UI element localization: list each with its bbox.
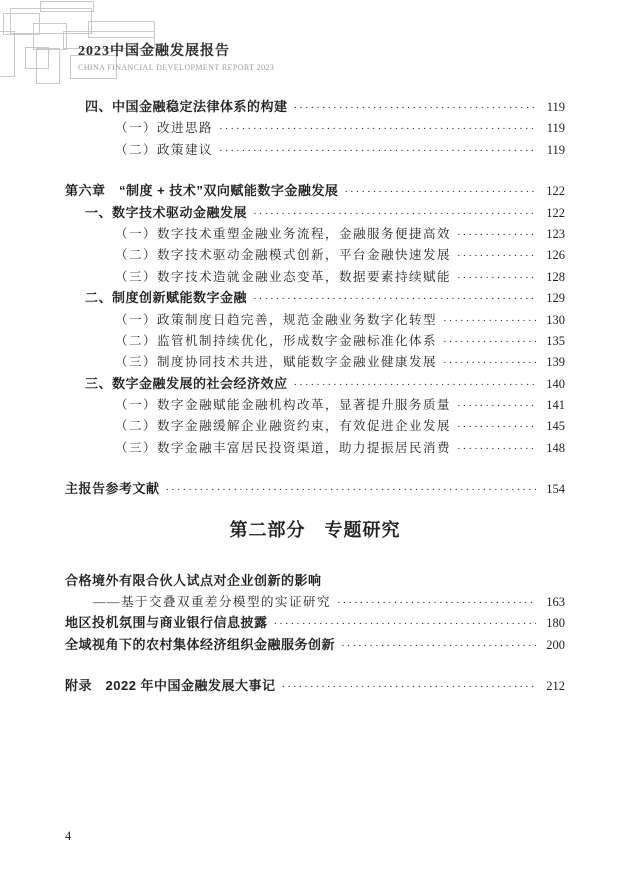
page-number: 4 (65, 829, 72, 843)
toc-entry-page: 128 (546, 269, 565, 284)
dot-leader (457, 266, 536, 287)
toc-entry-page: 119 (546, 121, 565, 136)
toc-entry (65, 394, 565, 415)
toc-entry-title: （三）数字技术造就金融业态变革，数据要素持续赋能 (115, 269, 452, 284)
toc-entry (65, 675, 565, 696)
toc-entry-title: 合格境外有限合伙人试点对企业创新的影响 (65, 572, 322, 588)
decor-rect (88, 21, 155, 38)
dot-leader (344, 180, 536, 201)
toc-entry (65, 612, 565, 633)
toc-entry-page: 212 (546, 679, 565, 694)
toc-entry-page: 154 (546, 482, 565, 497)
toc-entry (65, 180, 565, 201)
table-of-contents (65, 96, 565, 697)
dot-leader (443, 330, 536, 351)
toc-entry-title: 主报告参考文献 (65, 481, 160, 497)
toc-topics-section (65, 570, 565, 697)
toc-entry-title: （一）政策制度日趋完善，规范金融业务数字化转型 (115, 312, 438, 327)
toc-entry (65, 202, 565, 223)
toc-entry-page: 119 (546, 142, 565, 157)
toc-entry (65, 309, 565, 330)
toc-entry (65, 139, 565, 160)
dot-leader (294, 373, 536, 394)
dot-leader (457, 223, 536, 244)
toc-entry-page: 145 (546, 419, 565, 434)
toc-entry-page: 140 (546, 376, 565, 391)
toc-entry-page: 163 (546, 595, 565, 610)
toc-entry-title: （二）数字技术驱动金融模式创新，平台金融快速发展 (115, 248, 452, 263)
toc-entry-title: （二）数字金融缓解企业融资约束，有效促进企业发展 (115, 419, 452, 434)
report-title: 2023中国金融发展报告 (78, 44, 230, 59)
toc-entry-page: 123 (546, 226, 565, 241)
toc-entry-page: 180 (546, 616, 565, 631)
dot-leader (443, 309, 536, 330)
toc-entry-title: （三）数字金融丰富居民投资渠道，助力提振居民消费 (115, 440, 452, 455)
dot-leader (457, 244, 536, 265)
toc-entry-page: 126 (546, 248, 565, 263)
toc-entry (65, 266, 565, 287)
dot-leader (253, 202, 536, 223)
toc-entry-page: 200 (546, 637, 565, 652)
toc-entry-page: 130 (546, 312, 565, 327)
dot-leader (219, 117, 536, 138)
toc-entry-title: 地区投机氛围与商业银行信息披露 (65, 615, 268, 631)
report-subtitle: CHINA FINANCIAL DEVELOPMENT REPORT 2023 (78, 63, 275, 72)
toc-entry-title: 第六章 “制度 + 技术”双向赋能数字金融发展 (65, 183, 339, 199)
toc-main-section (65, 96, 565, 500)
toc-entry-title: （三）制度协同技术共进，赋能数字金融业健康发展 (115, 355, 438, 370)
dot-leader (274, 612, 536, 633)
toc-entry (65, 287, 565, 308)
dot-leader (457, 394, 536, 415)
toc-entry (65, 634, 565, 655)
toc-entry-title: 全域视角下的农村集体经济组织金融服务创新 (65, 636, 336, 652)
toc-entry-title: 附录 2022 年中国金融发展大事记 (65, 678, 276, 694)
toc-entry (65, 570, 565, 591)
dot-leader (457, 437, 536, 458)
decor-rect (36, 48, 60, 84)
decor-rect (0, 31, 15, 77)
toc-entry (65, 351, 565, 372)
dot-leader (166, 478, 536, 499)
toc-entry-title: （一）数字技术重塑金融业务流程，金融服务便捷高效 (115, 226, 452, 241)
toc-entry (65, 117, 565, 138)
toc-entry-page: 141 (546, 398, 565, 413)
toc-entry-title: ——基于交叠双重差分模型的实证研究 (93, 595, 332, 610)
dot-leader (337, 591, 536, 612)
part-heading: 第二部分 专题研究 (229, 519, 401, 540)
toc-entry-title: （一）数字金融赋能金融机构改革，显著提升服务质量 (115, 398, 452, 413)
toc-entry-page: 119 (546, 100, 565, 114)
decor-rect (40, 1, 94, 12)
toc-entry-page: 122 (546, 184, 565, 199)
dot-leader (443, 351, 536, 372)
toc-entry-page: 129 (546, 291, 565, 306)
dot-leader (294, 96, 536, 117)
toc-entry (65, 437, 565, 458)
dot-leader (219, 139, 536, 160)
toc-entry (65, 223, 565, 244)
report-header (78, 40, 274, 72)
toc-entry-title: （二）政策建议 (115, 142, 214, 157)
toc-entry (65, 244, 565, 265)
toc-entry (65, 591, 565, 612)
toc-entry (65, 478, 565, 499)
toc-entry-page: 122 (546, 205, 565, 220)
toc-entry-page: 139 (546, 355, 565, 370)
dot-leader (282, 675, 536, 696)
dot-leader (253, 287, 536, 308)
toc-entry-page: 148 (546, 440, 565, 455)
toc-entry (65, 96, 565, 117)
toc-entry-page: 135 (546, 333, 565, 348)
toc-entry-title: 二、制度创新赋能数字金融 (85, 290, 248, 306)
toc-entry-title: 一、数字技术驱动金融发展 (85, 204, 248, 220)
dot-leader (341, 634, 536, 655)
dot-leader (457, 415, 536, 436)
toc-entry (65, 415, 565, 436)
decor-rect (33, 23, 67, 50)
toc-entry-title: 四、中国金融稳定法律体系的构建 (85, 99, 288, 114)
toc-entry (65, 373, 565, 394)
toc-entry (65, 330, 565, 351)
toc-entry-title: 三、数字金融发展的社会经济效应 (85, 375, 288, 391)
toc-entry-title: （二）监管机制持续优化，形成数字金融标准化体系 (115, 333, 438, 348)
toc-entry-title: （一）改进思路 (115, 121, 214, 136)
